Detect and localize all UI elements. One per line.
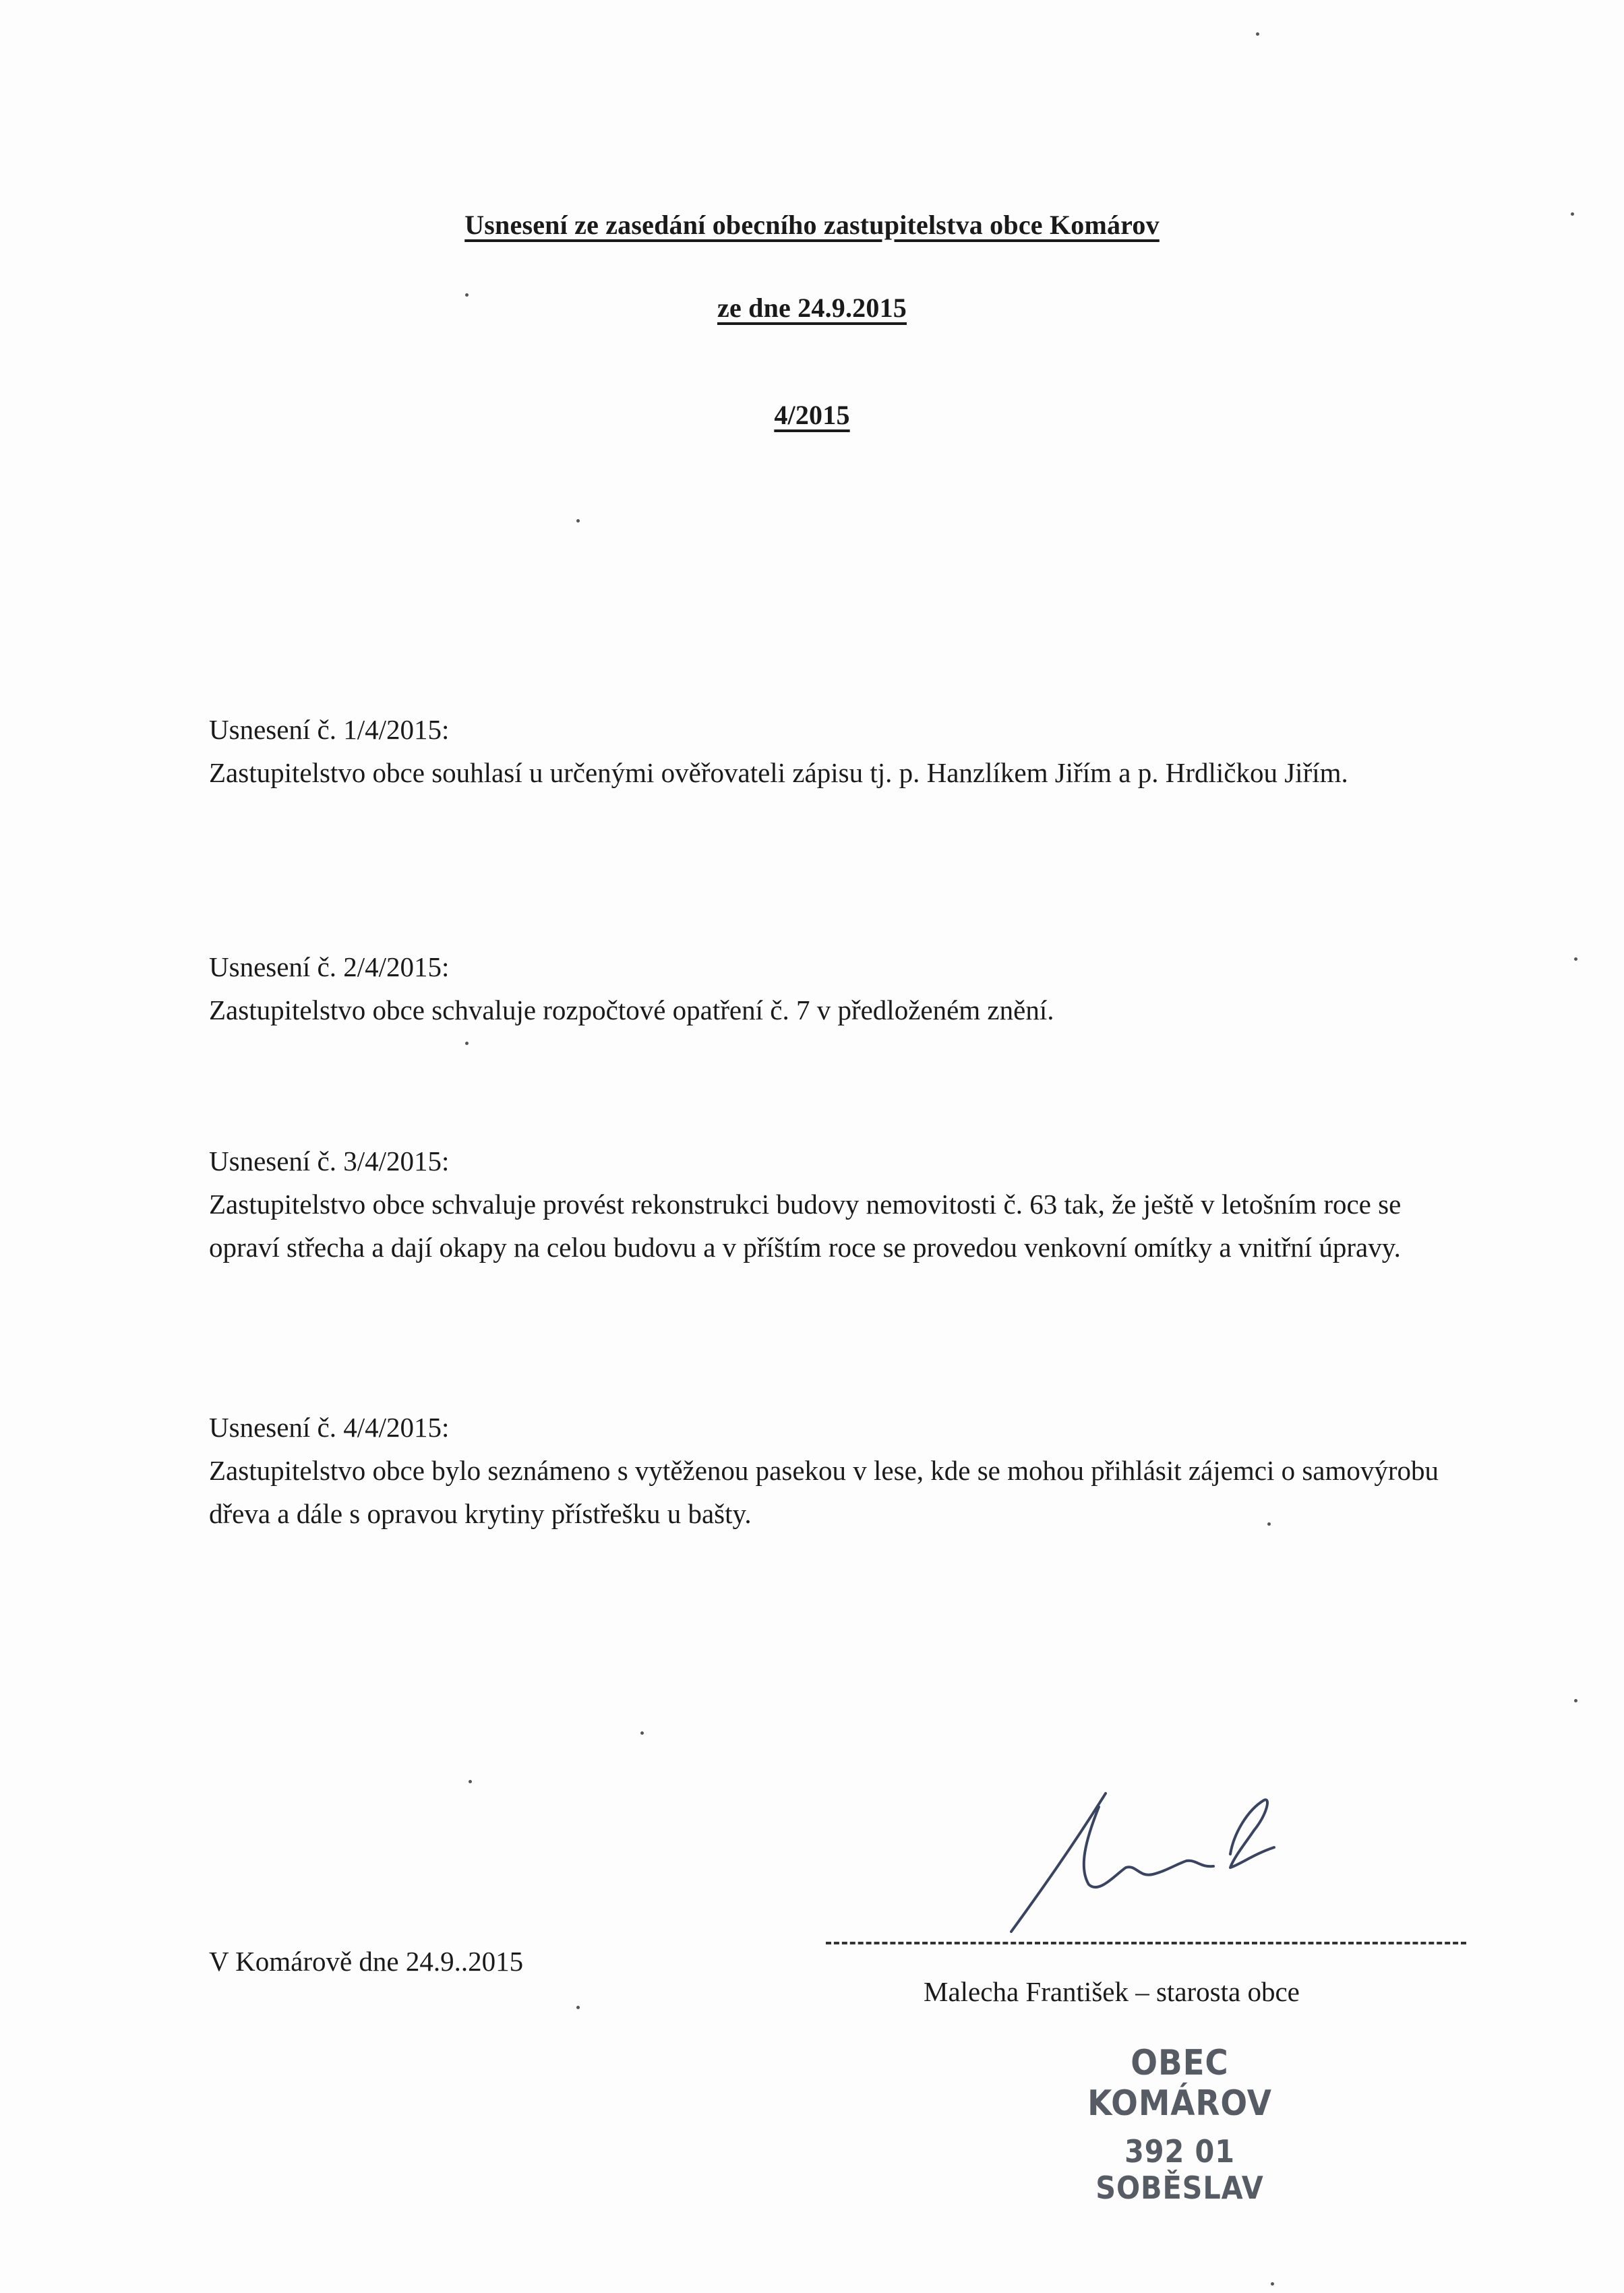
- scan-speck: [1571, 212, 1574, 216]
- resolution-text: Zastupitelstvo obce schvaluje provést rekonstrukci budovy nemovitosti č. 63 tak, že ještě v letošním roce se opraví střecha a dají okapy na celou budovu a v příštím roce se provedou venkovní omítky a vnitřní úpravy.: [209, 1189, 1402, 1263]
- scan-speck: [640, 1731, 644, 1735]
- signature-line: [826, 1942, 1466, 1944]
- scan-speck: [465, 1042, 469, 1045]
- scan-speck: [469, 1780, 472, 1783]
- resolution-label: Usnesení č. 1/4/2015:: [209, 714, 450, 745]
- official-stamp: [1025, 2043, 1335, 2206]
- place-and-date: V Komárově dne 24.9..2015: [209, 1946, 524, 1977]
- resolution-item: [209, 1406, 1443, 1535]
- scan-speck: [465, 293, 469, 297]
- document-date: ze dne 24.9.2015: [717, 293, 907, 323]
- scan-speck: [1271, 2282, 1274, 2286]
- document-title: Usnesení ze zasedání obecního zastupitelstva obce Komárov: [464, 210, 1160, 240]
- scan-speck: [576, 2006, 580, 2009]
- resolution-label: Usnesení č. 4/4/2015:: [209, 1412, 450, 1443]
- stamp-line-2: 392 01 SOBĚSLAV: [1095, 2133, 1264, 2206]
- resolution-item: [209, 1139, 1443, 1269]
- signer-name: Malecha František – starosta obce: [924, 1976, 1300, 2007]
- resolution-item: [209, 708, 1443, 794]
- resolution-label: Usnesení č. 2/4/2015:: [209, 951, 450, 982]
- resolution-item: [209, 945, 1443, 1032]
- stamp-line-1: OBEC KOMÁROV: [1087, 2043, 1272, 2124]
- signature-image: [998, 1766, 1321, 1942]
- resolution-text: Zastupitelstvo obce bylo seznámeno s vytěženou pasekou v lese, kde se mohou přihlásit zájemci o samovýrobu dřeva a dále s opravou krytiny přístřešku u bašty.: [209, 1455, 1439, 1529]
- session-number: 4/2015: [774, 400, 850, 430]
- resolution-label: Usnesení č. 3/4/2015:: [209, 1145, 450, 1177]
- scan-speck: [1256, 32, 1259, 36]
- resolution-text: Zastupitelstvo obce schvaluje rozpočtové opatření č. 7 v předloženém znění.: [209, 994, 1054, 1025]
- scan-speck: [1267, 1522, 1271, 1526]
- scan-speck: [1574, 1699, 1577, 1702]
- scan-speck: [576, 519, 580, 523]
- resolution-text: Zastupitelstvo obce souhlasí u určenými ověřovateli zápisu tj. p. Hanzlíkem Jiřím a p. Hrdličkou Jiřím.: [209, 757, 1348, 788]
- scan-speck: [1574, 957, 1577, 961]
